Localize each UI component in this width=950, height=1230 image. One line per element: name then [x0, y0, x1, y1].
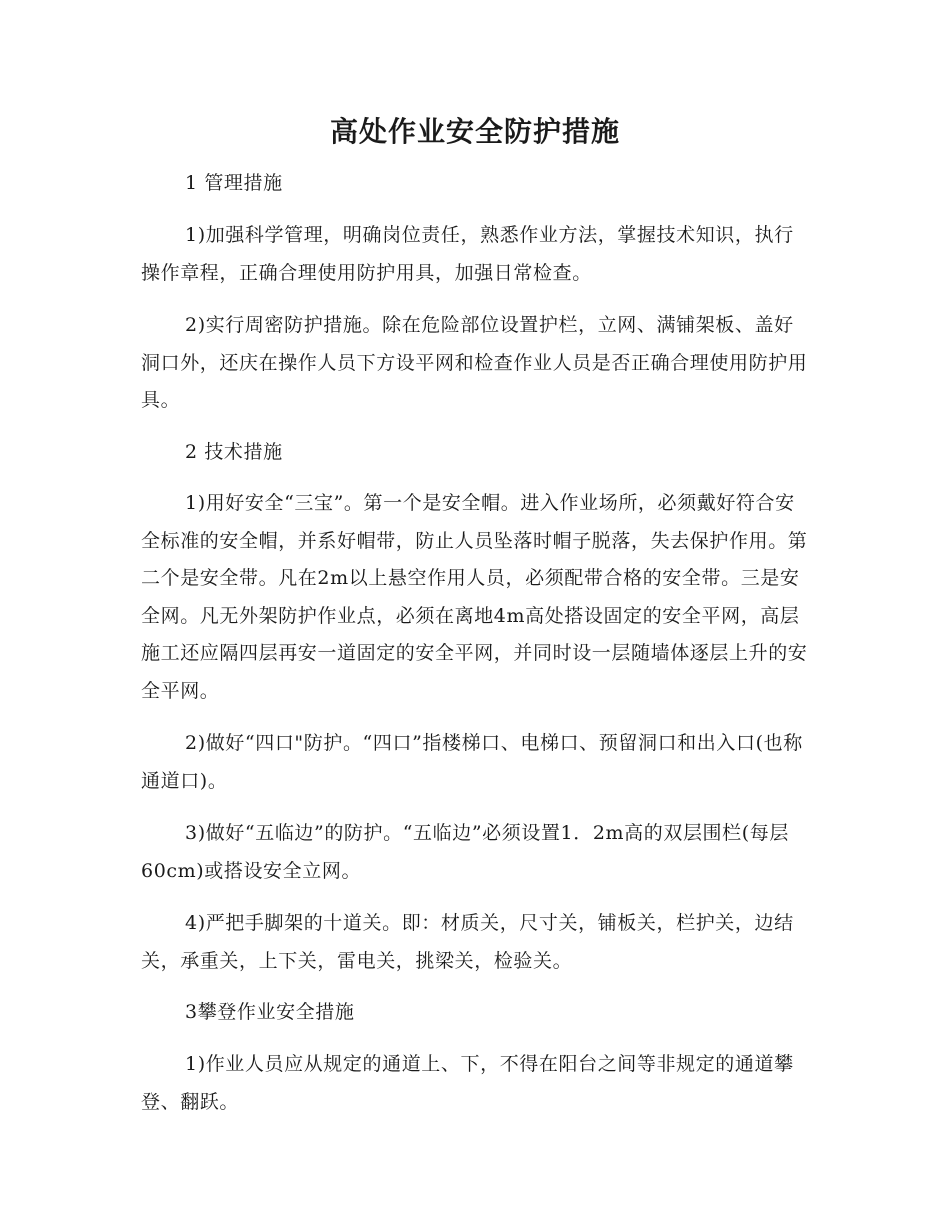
section-heading-technical: 2 技术措施	[185, 441, 283, 463]
paragraph-management-2: 2)实行周密防护措施。除在危险部位设置护栏，立网、满铺架板、盖好洞口外，还庆在操作人员下方设平网和检查作业人员是否正确合理使用防护用具。	[141, 314, 808, 411]
paragraph-technical-1: 1)用好安全“三宝”。第一个是安全帽。进入作业场所，必须戴好符合安全标准的安全帽，并系好帽带，防止人员坠落时帽子脱落，失去保护作用。第二个是安全带。凡在2m以上悬空作用人员，必须配带合格的安全带。三是安全网。凡无外架防护作业点，必须在离地4m高处搭设固定的安全平网，高层施工还应隔四层再安一道固定的安全平网，并同时设一层随墙体逐层上升的安全平网。	[141, 492, 808, 702]
section-heading-management: 1 管理措施	[185, 172, 283, 194]
paragraph-technical-4: 4)严把手脚架的十道关。即：材质关，尺寸关，铺板关，栏护关，边结关，承重关，上下关，雷电关，挑梁关，检验关。	[141, 912, 794, 972]
section-heading-climbing: 3攀登作业安全措施	[185, 1001, 355, 1023]
paragraph-climbing-1: 1)作业人员应从规定的通道上、下，不得在阳台之间等非规定的通道攀登、翻跃。	[141, 1053, 794, 1113]
document-title: 高处作业安全防护措施	[329, 115, 620, 148]
paragraph-management-1: 1)加强科学管理，明确岗位责任，熟悉作业方法，掌握技术知识，执行操作章程，正确合理使用防护用具，加强日常检查。	[141, 224, 794, 284]
paragraph-technical-2: 2)做好“四口"防护。“四口”指楼梯口、电梯口、预留洞口和出入口(也称通道口)。	[141, 732, 803, 792]
paragraph-technical-3: 3)做好“五临边”的防护。“五临边”必须设置1．2m高的双层围栏(每层60cm)或搭设安全立网。	[141, 822, 789, 882]
